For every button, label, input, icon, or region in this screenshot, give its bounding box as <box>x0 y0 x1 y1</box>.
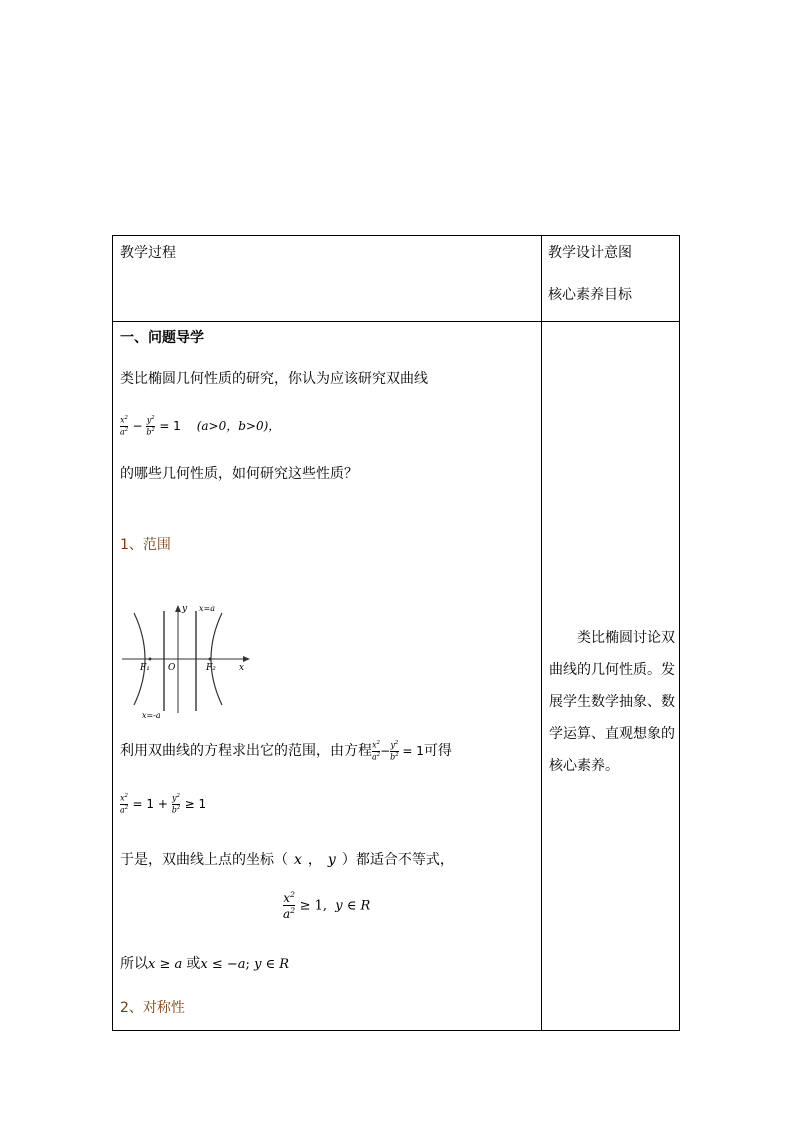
question-text: 的哪些几何性质，如何研究这些性质？ <box>120 466 358 482</box>
hyperbola-figure <box>120 601 252 719</box>
inequality-1: $\frac{x^2}{a^2}$ = 1 + $\frac{y^2}{b^2}$ ≥ 1 <box>120 793 207 815</box>
figure-label-o: O <box>168 663 176 673</box>
range-conclusion-prefix: 所以 <box>120 956 148 972</box>
coord-separator: ， <box>307 852 322 868</box>
equation-condition: (a>0，b>0)， <box>196 419 281 434</box>
coord-x: x <box>294 852 302 868</box>
subsection-title-range: 1、范围 <box>120 537 171 553</box>
range-text-1-prefix: 利用双曲线的方程求出它的范围，由方程 <box>120 743 372 760</box>
figure-label-xa: x=a <box>199 604 215 613</box>
right-column <box>542 322 680 1030</box>
range-conclusion: 所以x ≥ a 或x ≤ −a; y ∈ R <box>120 956 290 972</box>
range-conclusion-end: y ∈ R <box>254 957 290 972</box>
figure-label-f1: F₁ <box>140 663 150 673</box>
range-conclusion-mid: 或 <box>186 956 201 972</box>
col2-header-line1: 教学设计意图 <box>548 245 632 261</box>
inequality-2: $\frac{x^2}{a^2}$ ≥ 1, y ∈ R <box>283 890 371 921</box>
range-text-2-suffix: ）都适合不等式， <box>341 852 454 868</box>
section-title: 一、问题导学 <box>120 330 204 346</box>
intro-text: 类比椭圆几何性质的研究，你认为应该研究双曲线 <box>120 371 428 387</box>
range-text-2-prefix: 于是，双曲线上点的坐标（ <box>120 852 288 868</box>
figure-label-f2: F₂ <box>206 663 216 673</box>
range-text-1-suffix: 可得 <box>423 743 452 760</box>
hyperbola-equation: $\frac{x^2}{a^2}$ − $\frac{y^2}{b^2}$ = 1 (a>0，b>0)， <box>120 415 281 437</box>
figure-label-xma: x=-a <box>142 711 161 719</box>
subsection-title-symmetry: 2、对称性 <box>120 1000 185 1016</box>
col2-header-line2: 核心素养目标 <box>548 287 632 303</box>
range-text-1: 利用双曲线的方程求出它的范围，由方程 $\frac{x^2}{a^2}$ − $\frac{y^2}{b^2}$ = 1可得 <box>120 740 452 762</box>
figure-label-y: y <box>182 604 188 614</box>
design-intent-text: 类比椭圆讨论双曲线的几何性质。发展学生数学抽象、数学运算、直观想象的核心素养。 <box>549 630 675 774</box>
design-intent-note <box>549 622 679 782</box>
figure-label-x: x <box>239 663 245 673</box>
range-text-2 <box>120 851 454 869</box>
lesson-table <box>112 235 680 1031</box>
col1-header: 教学过程 <box>120 245 176 261</box>
coord-y: y <box>327 852 336 868</box>
